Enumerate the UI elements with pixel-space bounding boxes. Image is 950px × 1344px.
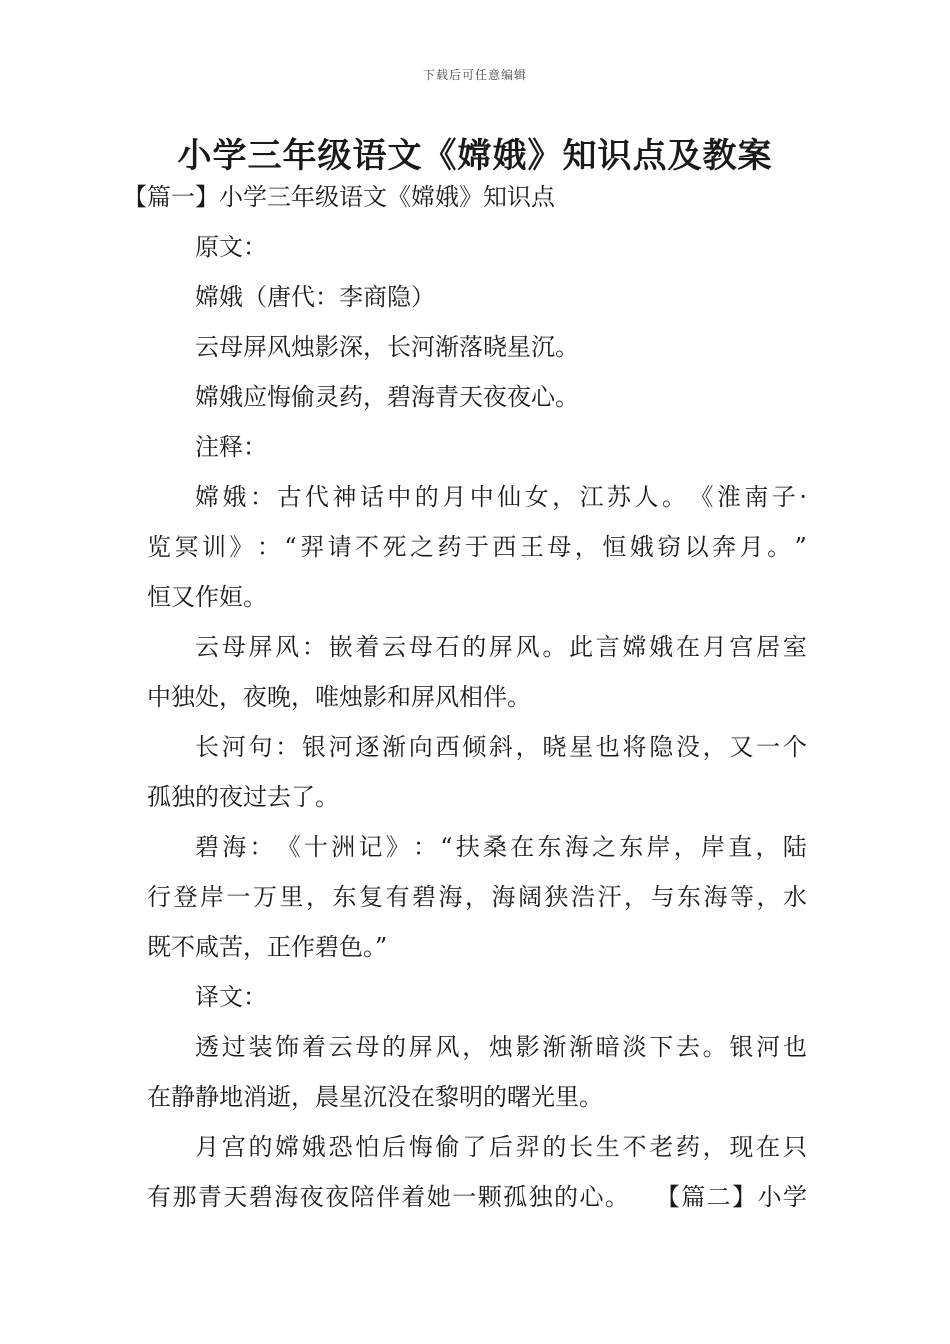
text-line: 中独处，夜晚，唯烛影和屏风相伴。 — [147, 683, 531, 711]
text-line: 云 母 屏 风 ： 嵌 着 云 母 石 的 屏 风 。 此 言 嫦 娥 在 月 宫 居 室 — [195, 633, 807, 661]
text-line: 孤独的夜过去了。 — [147, 783, 339, 811]
text-line: 月 宫 的 嫦 娥 恐 怕 后 悔 偷 了 后 羿 的 长 生 不 老 药 ， 现 在 只 — [195, 1133, 807, 1161]
text-line: 原文： — [195, 233, 267, 261]
text-line: 云母屏风烛影深，长河渐落晓星沉。 — [195, 333, 579, 361]
text-line: 【篇一】小学三年级语文《嫦娥》知识点 — [123, 183, 555, 211]
text-line: 透 过 装 饰 着 云 母 的 屏 风 ， 烛 影 渐 渐 暗 淡 下 去 。 银 河 也 — [195, 1033, 807, 1061]
text-line: 恒又作姮。 — [147, 583, 267, 611]
text-line: 嫦 娥 ： 古 代 神 话 中 的 月 中 仙 女 ， 江 苏 人 。 《 淮 南 子 · — [195, 483, 807, 511]
text-line: 嫦娥（唐代：李商隐） — [195, 283, 435, 311]
text-line: 行 登 岸 一 万 里 ， 东 复 有 碧 海 ， 海 阔 狭 浩 汗 ， 与 东 海 等 ， 水 — [147, 883, 807, 911]
header-note: 下载后可任意编辑 — [422, 68, 527, 82]
text-line: 译文： — [195, 983, 267, 1011]
text-line: 既不咸苦，正作碧色。” — [147, 933, 388, 961]
text-line: 在静静地消逝，晨星沉没在黎明的曙光里。 — [147, 1083, 603, 1111]
text-line: 览 冥 训 》 ： “ 羿 请 不 死 之 药 于 西 王 母 ， 恒 娥 窃 以 奔 月 。 ” — [147, 533, 807, 561]
document-title: 小学三年级语文《嫦娥》知识点及教案 — [177, 136, 773, 176]
document-body — [123, 172, 807, 1222]
text-line: 碧 海 ： 《 十 洲 记 》 ： “ 扶 桑 在 东 海 之 东 岸 ， 岸 直 ， 陆 — [195, 833, 807, 861]
text-line: 长 河 句 ： 银 河 逐 渐 向 西 倾 斜 ， 晓 星 也 将 隐 没 ， 又 一 个 — [195, 733, 807, 761]
text-line: 有 那 青 天 碧 海 夜 夜 陪 伴 着 她 一 颗 孤 独 的 心 。 【 篇 二 】 小 学 — [147, 1183, 807, 1211]
text-line: 注释： — [195, 433, 267, 461]
text-line: 嫦娥应悔偷灵药，碧海青天夜夜心。 — [195, 383, 579, 411]
